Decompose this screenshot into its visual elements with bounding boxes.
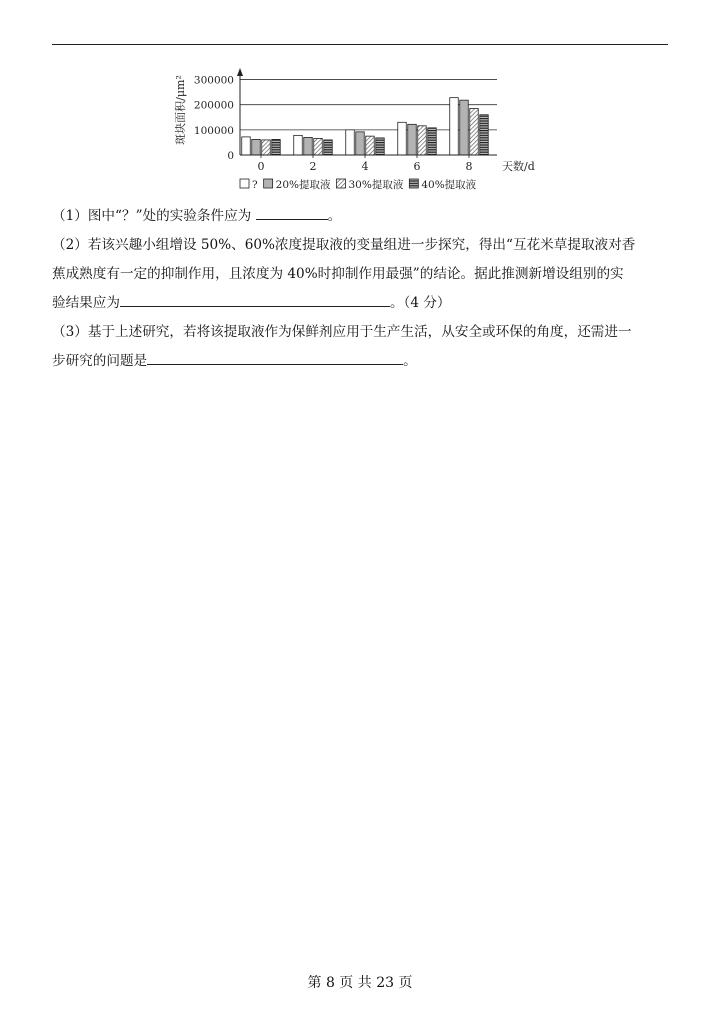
x-tick-label: 2: [309, 160, 317, 173]
legend-label: ?: [252, 179, 258, 191]
question-2-end: 。（4 分）: [389, 295, 451, 311]
question-2-line-1: （2）若该兴趣小组增设 50%、60%浓度提取液的变量组进一步探究，得出“互花米草提取液对香: [52, 237, 636, 253]
bar: [262, 140, 271, 155]
bar: [346, 130, 355, 155]
bar: [272, 139, 281, 155]
bar: [470, 108, 479, 155]
question-3-end: 。: [403, 353, 417, 369]
legend-label: 40%提取液: [421, 179, 477, 191]
question-2: [52, 231, 670, 318]
question-3-line-2: 步研究的问题是: [52, 353, 148, 369]
bar: [356, 132, 365, 155]
bar: [366, 136, 375, 155]
answer-blank-3[interactable]: [147, 350, 403, 365]
bar: [418, 126, 427, 155]
question-2-line-3: 验结果应为: [52, 295, 120, 311]
question-3: [52, 318, 670, 376]
bar: [480, 115, 489, 155]
y-axis-arrow: [237, 68, 243, 76]
question-3-line-1: （3）基于上述研究，若将该提取液作为保鲜剂应用于生产生活，从安全或环保的角度，还需进一: [52, 324, 632, 340]
question-1-end: 。: [327, 208, 342, 224]
legend-label: 20%提取液: [275, 179, 331, 191]
legend: [240, 178, 477, 191]
x-tick-label: 4: [361, 160, 369, 173]
legend-swatch: [264, 179, 273, 188]
bar: [376, 138, 385, 155]
x-axis-label: 天数/d: [502, 160, 535, 173]
y-tick-label: 200000: [193, 99, 234, 112]
bar: [252, 139, 261, 155]
page-footer: 第 8 页 共 23 页: [307, 975, 413, 991]
bar: [460, 100, 469, 155]
legend-swatch: [240, 179, 249, 188]
bar: [398, 122, 407, 155]
legend-label: 30%提取液: [348, 179, 404, 191]
bar: [314, 138, 323, 155]
bar: [428, 128, 437, 155]
bar: [450, 98, 459, 155]
legend-swatch: [409, 179, 418, 188]
y-tick-label: 0: [227, 150, 234, 162]
bar: [304, 137, 313, 155]
bar: [324, 140, 333, 155]
y-axis-label: 斑块面积/μm²: [174, 75, 187, 145]
bar: [408, 124, 417, 155]
header-rule: [52, 44, 668, 45]
answer-blank-2[interactable]: [120, 292, 390, 307]
x-tick-label: 6: [413, 160, 421, 173]
y-tick-label: 100000: [193, 124, 234, 137]
bar-chart: [160, 58, 550, 198]
x-tick-label: 0: [257, 160, 265, 173]
answer-blank-1[interactable]: [256, 205, 328, 220]
y-tick-label: 300000: [193, 74, 234, 87]
bar: [294, 135, 303, 155]
question-1-text: （1）图中“？”处的实验条件应为: [52, 208, 256, 224]
bar: [242, 137, 251, 155]
legend-swatch: [336, 179, 345, 188]
question-1: [52, 202, 670, 231]
question-2-line-2: 蕉成熟度有一定的抑制作用，且浓度为 40%时抑制作用最强”的结论。据此推测新增设组别的实: [52, 266, 624, 282]
x-tick-label: 8: [465, 160, 473, 173]
